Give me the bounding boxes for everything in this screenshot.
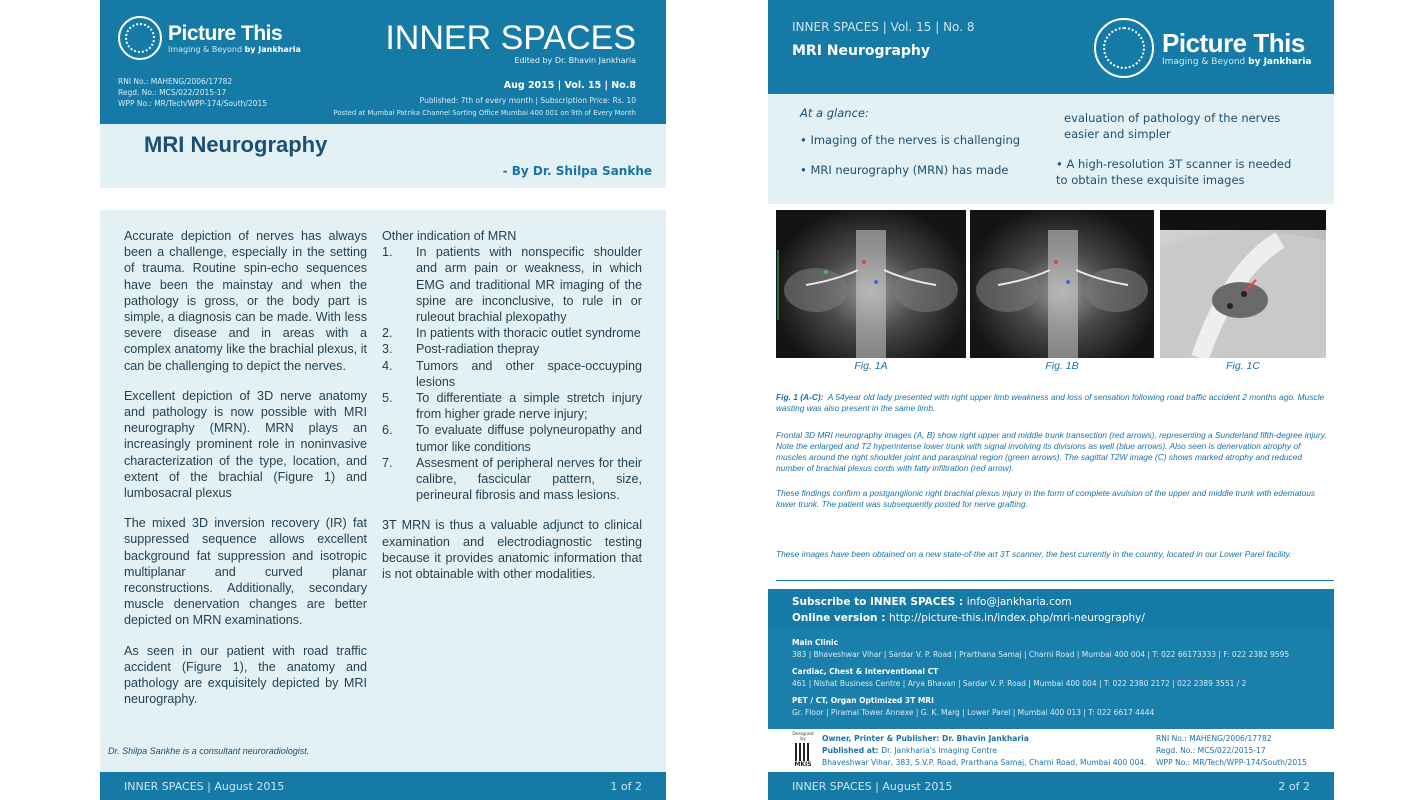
paragraph: The mixed 3D inversion recovery (IR) fat suppressed sequence allows excellent background fat suppression and isotropic multiplanar and curved planar reconstructions. Additionally, secondary muscle denervation changes are better depicted on MRN examinations. xyxy=(124,516,367,628)
editor-line: Edited by Dr. Bhavin Jankharia xyxy=(514,56,636,65)
brand-name: Picture This xyxy=(168,21,283,45)
article-byline: - By Dr. Shilpa Sankhe xyxy=(502,164,652,178)
list-item: 2. In patients with thoracic outlet syndrome xyxy=(382,326,641,341)
wpp-number: WPP No.: MR/Tech/WPP-174/South/2015 xyxy=(1156,758,1307,767)
clinic-entry xyxy=(792,666,1327,690)
indications-list xyxy=(382,244,642,503)
newsletter-page-1 xyxy=(100,0,666,800)
brand-logo xyxy=(118,16,301,60)
contact-box xyxy=(768,589,1334,729)
header-issue: INNER SPACES | Vol. 15 | No. 8 xyxy=(792,20,975,34)
wpp-number: WPP No.: MR/Tech/WPP-174/South/2015 xyxy=(118,99,267,108)
clinic-name: Cardiac, Chest & Interventional CT xyxy=(792,667,939,676)
clinics-area xyxy=(768,629,1334,729)
issue-info: Aug 2015 | Vol. 15 | No.8 xyxy=(503,80,636,91)
glance-continued: evaluation of pathology of the nerves easier and simpler xyxy=(1064,111,1281,141)
published-at: Dr. Jankharia's Imaging Centre xyxy=(881,746,997,755)
brand-name: Picture This xyxy=(1162,28,1305,58)
publish-info: Published: 7th of every month | Subscription Price: Rs. 10 xyxy=(419,96,636,105)
header-title: MRI Neurography xyxy=(792,43,930,59)
online-line xyxy=(792,612,1145,624)
body-column-1 xyxy=(124,228,367,721)
clinic-address: Gr. Floor | Piramal Tower Annexe | G. K. Marg | Lower Parel | Mumbai 400 013 | T: 022 6617 4444 xyxy=(792,708,1155,717)
list-item: 1. In patients with nonspecific shoulder and arm pain or weakness, in which EMG and traditional MR imaging of the spine are inconclusive, to rule in or ruleout brachial plexopathy xyxy=(382,245,642,325)
list-item: 7. Assesment of peripheral nerves for their calibre, fascicular pattern, size, perineural fibrosis and mass lesions. xyxy=(382,455,642,503)
logo-emblem-icon xyxy=(1094,18,1154,78)
body-column-2 xyxy=(382,228,642,596)
online-url[interactable]: http://picture-this.in/index.php/mri-neurography/ xyxy=(889,612,1145,624)
figure-label: Fig. 1B xyxy=(1045,360,1079,372)
published-at-label: Published at: xyxy=(822,746,882,755)
page-footer xyxy=(768,772,1334,800)
paragraph: 3T MRN is thus a valuable adjunct to clinical examination and electrodiagnostic testing because it provides anatomic information that is not obtainable with other modalities. xyxy=(382,518,642,582)
rni-number: RNI No.: MAHENG/2006/17782 xyxy=(1156,734,1272,743)
mkis-logo-icon xyxy=(795,743,811,761)
page2-header xyxy=(768,0,1334,94)
brand-logo xyxy=(1094,18,1311,78)
regd-number: Regd. No.: MCS/022/2015-17 xyxy=(1156,746,1266,755)
posting-info: Posted at Mumbai Patrika Channel Sorting Office Mumbai 400 001 on 9th of Every Month xyxy=(333,109,636,117)
article-title: MRI Neurography xyxy=(144,132,328,157)
caption-text: These findings confirm a postganglionic right brachial plexus injury in the form of complete avulsion of the upper and middle trunk with edematous lower trunk. The patient was subsequently posted for nerve grafting. xyxy=(776,488,1316,509)
rni-number: RNI No.: MAHENG/2006/17782 xyxy=(118,77,233,86)
footer-title: INNER SPACES | August 2015 xyxy=(124,779,285,793)
subscribe-label: Subscribe to INNER SPACES : xyxy=(792,596,967,608)
brand-tagline: Imaging & Beyond xyxy=(1162,57,1249,67)
regd-number: Regd. No.: MCS/022/2015-17 xyxy=(118,88,227,97)
figure-1b-image xyxy=(970,210,1154,358)
list-item: 5. To differentiate a simple stretch injury from higher grade nerve injury; xyxy=(382,391,642,422)
publisher-info xyxy=(822,733,1147,769)
brand-tagline-bold: by Jankharia xyxy=(1248,57,1312,67)
subscribe-email[interactable]: info@jankharia.com xyxy=(966,596,1072,608)
list-item: 3. Post-radiation thepray xyxy=(382,342,540,357)
author-note-band xyxy=(100,746,666,772)
designed-by-label: Designed by xyxy=(792,732,814,742)
figure-label: Fig. 1C xyxy=(1226,360,1260,372)
logo-emblem-icon xyxy=(118,16,162,60)
caption-text: A 54year old lady presented with right upper limb weakness and loss of sensation following road traffic accident 2 months ago. Muscle wasting was also present in the same limb. xyxy=(776,392,1325,413)
page-number: 1 of 2 xyxy=(610,779,642,793)
caption-text: Frontal 3D MRI neurography images (A, B) show right upper and middle trunk transection (red arrows), representing a Sunderland fifth-degree injury. Note the enlarged and T2 hyperintense lower trunk with signal involving its divisions as well (blue arrows). Also seen is denervation atrophy of muscles around the right shoulder joint and paraspinal region (green arrows). The sagittal T2W image (C) shows marked atrophy and reduced number of brachial plexus cords with fatty infiltration (red arrow). xyxy=(776,430,1327,473)
masthead-title: INNER SPACES xyxy=(385,19,636,57)
figure-1a-image xyxy=(776,210,966,358)
designer-mark xyxy=(790,732,816,768)
page-number: 2 of 2 xyxy=(1278,779,1310,793)
clinic-address: 461 | Nishat Business Centre | Arya Bhavan | Sardar V. P. Road | Mumbai 400 004 | T: 022 2380 2172 | 022 2389 3551 / 2 xyxy=(792,679,1247,688)
author-note: Dr. Shilpa Sankhe is a consultant neuroradiologist. xyxy=(108,746,310,756)
glance-point: • Imaging of the nerves is challenging xyxy=(800,133,1021,147)
paragraph: Excellent depiction of 3D nerve anatomy and pathology is now possible with MRI neurography (MRN). MRN plays an increasingly prominent role in noninvasive characterization of the type, location, and extent of the brachial (Figure 1) and lumbosacral plexus xyxy=(124,388,367,501)
glance-heading: At a glance: xyxy=(800,106,869,120)
footer-title: INNER SPACES | August 2015 xyxy=(792,779,953,793)
title-band xyxy=(100,124,666,188)
glance-point: • MRI neurography (MRN) has made xyxy=(800,163,1009,177)
article-body xyxy=(100,210,666,746)
clinic-name: PET / CT, Organ Optimized 3T MRI xyxy=(792,696,934,705)
list-item: 6. To evaluate diffuse polyneuropathy and tumor like conditions xyxy=(382,423,642,454)
caption-text: These images have been obtained on a new state-of-the art 3T scanner, the best currently in the country, located in our Lower Parel facility. xyxy=(776,549,1292,559)
subscribe-line xyxy=(792,596,1072,608)
clinic-entry xyxy=(792,695,1327,719)
list-item: 4. Tumors and other space-occuyping lesions xyxy=(382,358,642,389)
publisher-strip xyxy=(768,729,1334,772)
mkis-label: MKIS xyxy=(794,761,812,768)
figure-label: Fig. 1A xyxy=(854,360,888,372)
owner-line: Owner, Printer & Publisher: Dr. Bhavin Jankharia xyxy=(822,734,1029,743)
figure-1c-image xyxy=(1160,210,1326,358)
online-label: Online version : xyxy=(792,612,890,624)
caption-label: Fig. 1 (A-C): xyxy=(776,392,824,402)
indications-heading: Other indication of MRN xyxy=(382,229,517,243)
brand-tagline-bold: by Jankharia xyxy=(244,44,301,54)
masthead-banner xyxy=(100,0,666,124)
at-a-glance-box xyxy=(768,94,1334,204)
newsletter-page-2 xyxy=(768,0,1334,800)
brand-tagline: Imaging & Beyond xyxy=(168,44,245,54)
published-address: Bhaveshwar Vihar, 383, S.V.P. Road, Prarthana Samaj, Charni Road, Mumbai 400 004. xyxy=(822,758,1147,767)
registration-block xyxy=(1156,733,1307,769)
clinic-name: Main Clinic xyxy=(792,638,839,647)
registration-block xyxy=(118,76,267,109)
paragraph: Accurate depiction of nerves has always been a challenge, especially in the setting of trauma. Routine spin-echo sequences have been the mainstay and when the pathology is gross, or the body part is simple, a diagnosis can be made. With less severe disease and in areas with a complex anatomy like the brachial plexus, it can be challenging to depict the nerves. xyxy=(124,229,367,373)
figure-caption xyxy=(776,392,1328,414)
glance-point: • A high-resolution 3T scanner is needed to obtain these exquisite images xyxy=(1056,157,1292,187)
divider xyxy=(776,580,1334,581)
page-footer xyxy=(100,772,666,800)
paragraph: As seen in our patient with road traffic accident (Figure 1), the anatomy and pathology are exquisitely depicted by MRI neurography. xyxy=(124,643,367,707)
clinic-address: 383 | Bhaveshwar Vihar | Sardar V. P. Road | Prarthana Samaj | Charni Road | Mumbai 400 004 | T: 022 66173333 | F: 022 2382 9595 xyxy=(792,650,1290,659)
clinic-entry xyxy=(792,637,1327,661)
